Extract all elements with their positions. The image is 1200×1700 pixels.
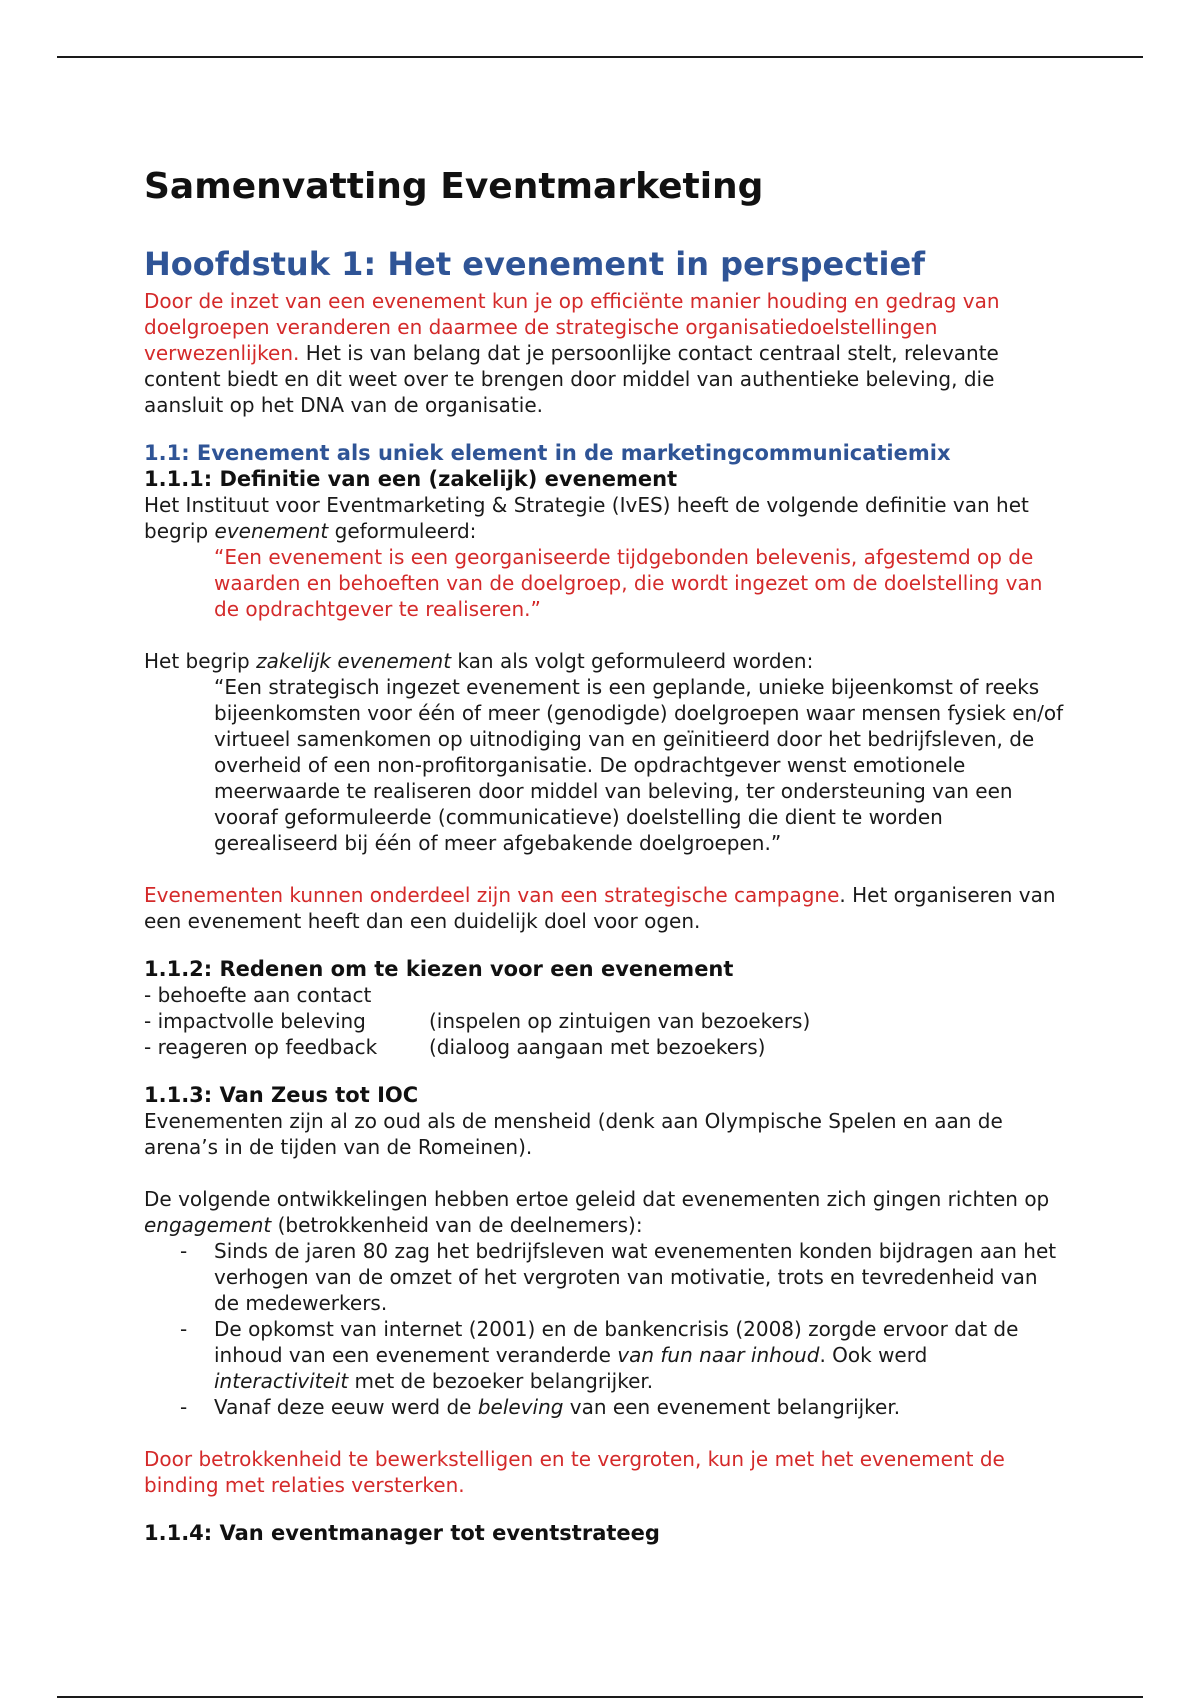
text-run: Sinds de jaren 80 zag het bedrijfsleven wat evenementen konden bijdragen aan het verhogen van de omzet of het vergroten van motivatie, trots en tevredenheid van de medewerkers.	[214, 1239, 1057, 1315]
reason-label: - impactvolle beleving	[144, 1009, 366, 1033]
emphasis: interactiviteit	[214, 1369, 349, 1393]
definition-intro	[144, 492, 1064, 544]
text-run: met de bezoeker belangrijker.	[348, 1369, 654, 1393]
reason-note: (inspelen op zintuigen van bezoekers)	[429, 1009, 811, 1033]
emphasis: evenement	[214, 519, 329, 543]
list-item	[144, 1238, 1064, 1316]
dash-bullet: -	[180, 1317, 188, 1341]
reason-item	[144, 982, 1064, 1008]
subsection-heading-1-1-4: 1.1.4: Van eventmanager tot eventstrateeg	[144, 1521, 660, 1545]
history-paragraph: Evenementen zijn al zo oud als de mensheid (denk aan Olympische Spelen en aan de arena’s in de tijden van de Romeinen).	[144, 1109, 1003, 1159]
text-run: Het Instituut voor Eventmarketing & Strategie (IvES) heeft de volgende definitie van het begrip	[144, 493, 1029, 543]
list-item	[144, 1394, 1064, 1420]
chapter-intro	[144, 288, 1064, 418]
text-run: De volgende ontwikkelingen hebben ertoe geleid dat evenementen zich gingen richten op	[144, 1187, 1050, 1211]
campaign-paragraph	[144, 882, 1064, 934]
document-title: Samenvatting Eventmarketing	[144, 166, 764, 207]
reason-note: (dialoog aangaan met bezoekers)	[429, 1035, 766, 1059]
text-run: Vanaf deze eeuw werd de	[214, 1395, 478, 1419]
text-run: geformuleerd:	[328, 519, 477, 543]
definition-quote-evenement: “Een evenement is een georganiseerde tijdgebonden belevenis, afgestemd op de waarden en behoeften van de doelgroep, die wordt ingezet om de doelstelling van de opdrachtgever te realiseren.”	[214, 545, 1043, 621]
text-run: van een evenement belangrijker.	[563, 1395, 901, 1419]
reason-label: - reageren op feedback	[144, 1035, 378, 1059]
dash-bullet: -	[180, 1239, 188, 1263]
developments-list	[144, 1238, 1064, 1420]
list-item	[144, 1316, 1064, 1394]
text-run: (betrokkenheid van de deelnemers):	[271, 1213, 643, 1237]
developments-intro	[144, 1186, 1064, 1238]
chapter-heading: Hoofdstuk 1: Het evenement in perspectief	[144, 245, 926, 283]
bottom-rule	[57, 1696, 1143, 1698]
intro-highlight: Door de inzet van een evenement kun je op efficiënte manier houding en gedrag van doelgroepen veranderen en daarmee de strategische organisatiedoelstellingen verwezenlijken.	[144, 289, 1000, 365]
text-run: . Het organiseren van een evenement heeft dan een duidelijk doel voor ogen.	[144, 883, 1056, 933]
emphasis: beleving	[477, 1395, 564, 1419]
text-run: kan als volgt geformuleerd worden:	[451, 649, 814, 673]
emphasis: van fun naar inhoud	[617, 1343, 820, 1367]
subsection-heading-1-1-3: 1.1.3: Van Zeus tot IOC	[144, 1083, 419, 1107]
emphasis: zakelijk evenement	[256, 649, 452, 673]
text-run: Het begrip	[144, 649, 257, 673]
reason-label: - behoefte aan contact	[144, 983, 372, 1007]
intro-text: Het is van belang dat je persoonlijke contact centraal stelt, relevante content biedt en dit weet over te brengen door middel van authentieke beleving, die aansluit op het DNA van de organisatie.	[144, 341, 999, 417]
top-rule	[57, 56, 1143, 58]
subsection-heading-1-1-1: 1.1.1: Definitie van een (zakelijk) evenement	[144, 467, 678, 491]
reason-item	[144, 1008, 1064, 1034]
dash-bullet: -	[180, 1395, 188, 1419]
reason-item	[144, 1034, 1064, 1060]
campaign-highlight: Evenementen kunnen onderdeel zijn van een strategische campagne	[144, 883, 840, 907]
subsection-heading-1-1-2: 1.1.2: Redenen om te kiezen voor een evenement	[144, 957, 734, 981]
engagement-paragraph: Door betrokkenheid te bewerkstelligen en te vergroten, kun je met het evenement de binding met relaties versterken.	[144, 1447, 1005, 1497]
section-heading-1-1: 1.1: Evenement als uniek element in de marketingcommunicatiemix	[144, 441, 951, 465]
emphasis: engagement	[144, 1213, 272, 1237]
text-run: De opkomst van internet (2001) en de bankencrisis (2008) zorgde ervoor dat de inhoud van een evenement veranderde	[214, 1317, 1019, 1367]
text-run: . Ook werd	[819, 1343, 928, 1367]
definition-quote-zakelijk: “Een strategisch ingezet evenement is een geplande, unieke bijeenkomst of reeks bijeenkomsten voor één of meer (genodigde) doelgroepen waar mensen fysiek en/of virtueel samenkomen op uitnodiging van en geïnitieerd door het bedrijfsleven, de overheid of een non-profitorganisatie. De opdrachtgever wenst emotionele meerwaarde te realiseren door middel van beleving, ter ondersteuning van een vooraf geformuleerde (communicatieve) doelstelling die dient te worden gerealiseerd bij één of meer afgebakende doelgroepen.”	[214, 675, 1064, 855]
document-body	[144, 244, 1064, 1546]
business-definition-intro	[144, 648, 1064, 674]
